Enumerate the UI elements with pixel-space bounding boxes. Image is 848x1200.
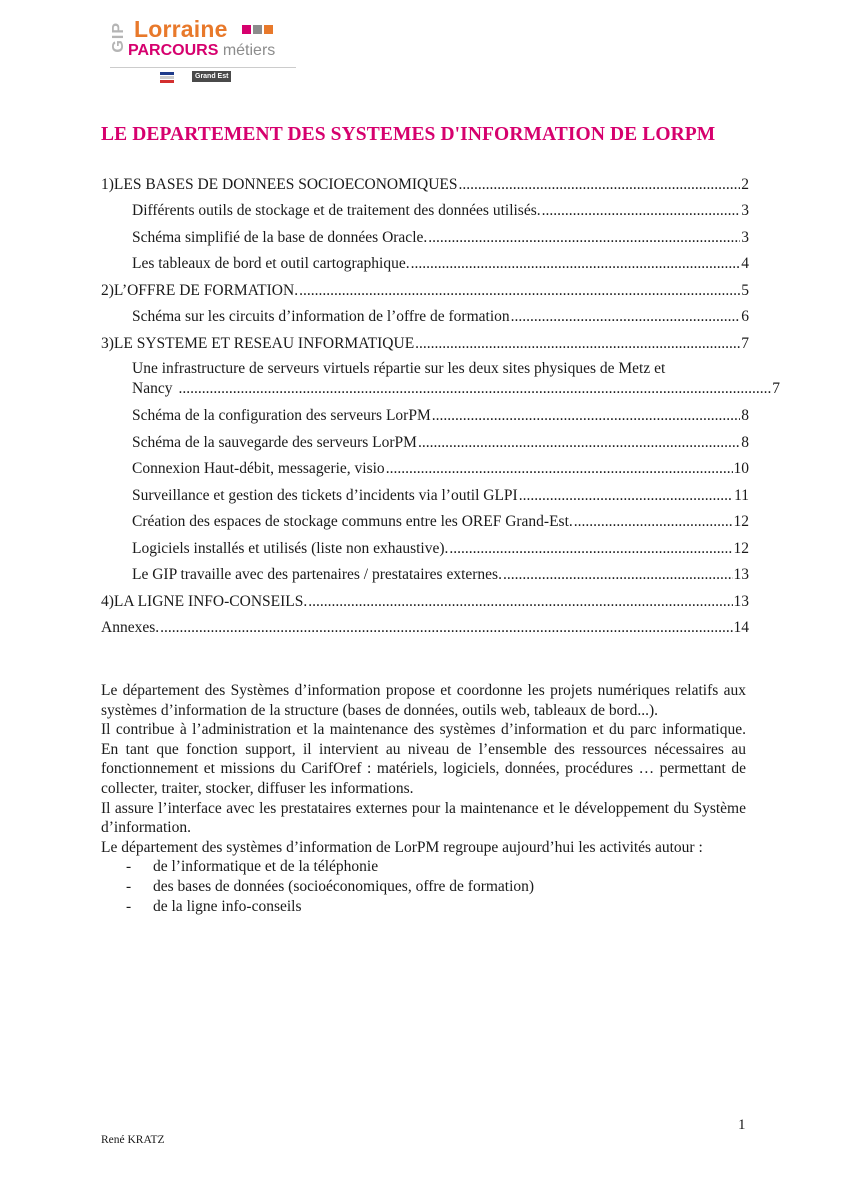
toc-entry[interactable]: Connexion Haut-débit, messagerie, visio ..... 10: [101, 452, 749, 479]
logo-divider: [110, 67, 296, 68]
toc-entry[interactable]: Surveillance et gestion des tickets d’incidents via l’outil GLPI ..... 11: [101, 478, 749, 505]
activity-list: [101, 857, 746, 917]
toc-entry[interactable]: Création des espaces de stockage communs entre les OREF Grand-Est. ..... 12: [101, 505, 749, 532]
toc-entry[interactable]: Schéma de la configuration des serveurs LorPM ..... 8: [101, 399, 749, 426]
grand-est-logo: Grand Est: [192, 71, 231, 82]
paragraph: Le département des systèmes d’information de LorPM regroupe aujourd’hui les activités autour :: [101, 838, 703, 856]
gip-lorraine-parcours-metiers-logo: [110, 16, 310, 88]
toc-entry[interactable]: Schéma sur les circuits d’information de l’offre de formation ..... 6: [101, 300, 749, 327]
paragraph: Le département des Systèmes d’information propose et coordonne les projets numériques relatifs aux systèmes d’information de la structure (bases de données, outils web, tableaux de bord...).: [101, 682, 746, 719]
toc-entry[interactable]: Les tableaux de bord et outil cartographique. ..... 4: [101, 247, 749, 274]
toc-entry[interactable]: 2)L’OFFRE DE FORMATION. ..... 5: [101, 273, 749, 300]
toc-entry[interactable]: Schéma de la sauvegarde des serveurs LorPM ..... 8: [101, 425, 749, 452]
footer-author: René KRATZ: [101, 1134, 165, 1146]
toc-entry[interactable]: Annexes. ..... 14: [101, 611, 749, 638]
toc-entry[interactable]: Différents outils de stockage et de traitement des données utilisés. ..... 3: [101, 194, 749, 221]
list-item: - de la ligne info-conseils: [126, 898, 302, 916]
paragraph: Il assure l’interface avec les prestataires externes pour la maintenance et le développement du Système d’information.: [101, 799, 746, 837]
toc-entry[interactable]: 1)LES BASES DE DONNEES SOCIOECONOMIQUES ..... 2: [101, 167, 749, 194]
logo-squares-icon: [242, 25, 273, 34]
toc-entry[interactable]: Schéma simplifié de la base de données Oracle. ..... 3: [101, 220, 749, 247]
body-text: [101, 681, 746, 917]
toc-entry[interactable]: Logiciels installés et utilisés (liste non exhaustive). ..... 12: [101, 531, 749, 558]
republique-francaise-icon: [160, 72, 174, 83]
toc-entry[interactable]: 3)LE SYSTEME ET RESEAU INFORMATIQUE ..... 7: [101, 326, 749, 353]
table-of-contents: [101, 167, 780, 637]
toc-entry[interactable]: 4)LA LIGNE INFO-CONSEILS. ..... 13: [101, 584, 749, 611]
document-title: LE DEPARTEMENT DES SYSTEMES D'INFORMATION DE LORPM: [101, 124, 716, 145]
logo-lorraine-text: Lorraine: [134, 16, 228, 42]
paragraph: Il contribue à l’administration et la maintenance des systèmes d’information et du parc informatique. En tant que fonction support, il intervient au niveau de l’ensemble des ressources nécessaires au fonctionnement et missions du CarifOref : matériels, logiciels, données, procédures … permettant de collecter, traiter, stocker, diffuser les informations.: [101, 721, 746, 797]
toc-entry[interactable]: Une infrastructure de serveurs virtuels répartie sur les deux sites physiques de Metz et Nancy ..... 7: [101, 353, 749, 399]
list-item: - des bases de données (socioéconomiques, offre de formation): [126, 878, 535, 896]
list-item: - de l’informatique et de la téléphonie: [126, 858, 379, 876]
logo-parcours-text: PARCOURS métiers: [128, 42, 276, 59]
page-number: 1: [738, 1117, 746, 1133]
toc-entry[interactable]: Le GIP travaille avec des partenaires / prestataires externes. ..... 13: [101, 558, 749, 585]
logo-gip-text: GIP: [110, 22, 127, 53]
